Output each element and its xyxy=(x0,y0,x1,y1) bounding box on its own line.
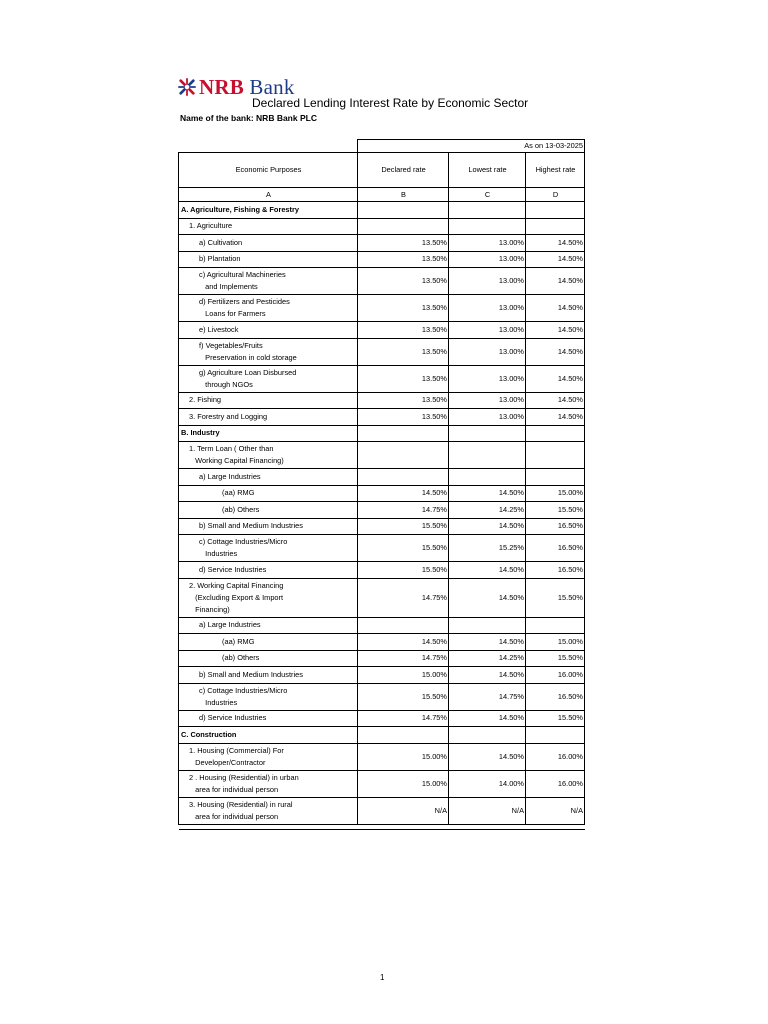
as-on-date: As on 13-03-2025 xyxy=(358,140,585,153)
page-number: 1 xyxy=(380,973,385,982)
table-row xyxy=(179,469,585,486)
declared-rate-cell: 14.75% xyxy=(358,502,449,519)
row-label: (aa) RMG xyxy=(179,634,358,651)
declared-rate-cell xyxy=(358,617,449,634)
row-label: a) Cultivation xyxy=(179,235,358,252)
highest-rate-cell: 14.50% xyxy=(526,338,585,365)
lowest-rate-cell: 14.50% xyxy=(449,634,526,651)
declared-rate-cell: 13.50% xyxy=(358,365,449,392)
declared-rate-cell xyxy=(358,727,449,744)
table-row xyxy=(179,485,585,502)
col-letter-d: D xyxy=(526,188,585,202)
table-row xyxy=(179,502,585,519)
declared-rate-cell xyxy=(358,425,449,442)
highest-rate-cell: 16.00% xyxy=(526,743,585,770)
row-label: C. Construction xyxy=(179,727,358,744)
table-row xyxy=(179,268,585,295)
lowest-rate-cell: 14.75% xyxy=(449,683,526,710)
lowest-rate-cell: 13.00% xyxy=(449,268,526,295)
highest-rate-cell: 14.50% xyxy=(526,268,585,295)
row-label: c) Cottage Industries/Micro Industries xyxy=(179,683,358,710)
lowest-rate-cell: 13.00% xyxy=(449,322,526,339)
row-label: 2 . Housing (Residential) in urban area for individual person xyxy=(179,770,358,797)
row-label: 2. Working Capital Financing (Excluding Export & Import Financing) xyxy=(179,578,358,617)
highest-rate-cell: 14.50% xyxy=(526,251,585,268)
highest-rate-cell xyxy=(526,617,585,634)
row-label: 2. Fishing xyxy=(179,392,358,409)
row-label: b) Small and Medium Industries xyxy=(179,667,358,684)
row-label: b) Plantation xyxy=(179,251,358,268)
highest-rate-cell xyxy=(526,727,585,744)
declared-rate-cell: 14.75% xyxy=(358,578,449,617)
highest-rate-cell xyxy=(526,442,585,469)
table-row xyxy=(179,218,585,235)
lowest-rate-cell: 14.25% xyxy=(449,502,526,519)
highest-rate-cell: 16.50% xyxy=(526,535,585,562)
interest-rate-table xyxy=(178,139,585,830)
logo-wordmark: NRB Bank xyxy=(199,75,295,99)
table-row xyxy=(179,562,585,579)
declared-rate-cell xyxy=(358,469,449,486)
highest-rate-cell: 14.50% xyxy=(526,409,585,426)
lowest-rate-cell: 13.00% xyxy=(449,295,526,322)
declared-rate-cell: 14.50% xyxy=(358,485,449,502)
bank-logo xyxy=(178,76,295,98)
blank-cell xyxy=(179,140,358,153)
col-letter-a: A xyxy=(179,188,358,202)
table-row xyxy=(179,634,585,651)
declared-rate-cell: 13.50% xyxy=(358,322,449,339)
declared-rate-cell: 15.50% xyxy=(358,683,449,710)
highest-rate-cell: 15.50% xyxy=(526,502,585,519)
row-label: a) Large Industries xyxy=(179,617,358,634)
highest-rate-cell: 15.50% xyxy=(526,578,585,617)
document-title: Declared Lending Interest Rate by Economic Sector xyxy=(252,96,529,110)
col-letter-b: B xyxy=(358,188,449,202)
declared-rate-cell: 13.50% xyxy=(358,295,449,322)
declared-rate-cell: 14.50% xyxy=(358,634,449,651)
table-row xyxy=(179,365,585,392)
row-label: 3. Housing (Residential) in rural area for individual person xyxy=(179,797,358,824)
declared-rate-cell: 15.50% xyxy=(358,535,449,562)
highest-rate-cell: 16.00% xyxy=(526,770,585,797)
declared-rate-cell: N/A xyxy=(358,797,449,824)
header-row xyxy=(179,153,585,188)
row-label: (aa) RMG xyxy=(179,485,358,502)
table-row xyxy=(179,338,585,365)
declared-rate-cell: 13.50% xyxy=(358,235,449,252)
table-bottom-rule xyxy=(179,824,585,829)
row-label: g) Agriculture Loan Disbursed through NGOs xyxy=(179,365,358,392)
highest-rate-cell: 15.00% xyxy=(526,485,585,502)
col-header-economic-purposes: Economic Purposes xyxy=(179,153,358,188)
col-letter-c: C xyxy=(449,188,526,202)
row-label: B. Industry xyxy=(179,425,358,442)
highest-rate-cell xyxy=(526,425,585,442)
row-label: c) Agricultural Machineries and Implements xyxy=(179,268,358,295)
lowest-rate-cell xyxy=(449,469,526,486)
row-label: (ab) Others xyxy=(179,502,358,519)
lowest-rate-cell: 14.50% xyxy=(449,562,526,579)
col-header-lowest-rate: Lowest rate xyxy=(449,153,526,188)
lowest-rate-cell: 13.00% xyxy=(449,338,526,365)
row-label: f) Vegetables/Fruits Preservation in cold storage xyxy=(179,338,358,365)
declared-rate-cell: 15.50% xyxy=(358,562,449,579)
table-row xyxy=(179,425,585,442)
highest-rate-cell xyxy=(526,218,585,235)
row-label: A. Agriculture, Fishing & Forestry xyxy=(179,202,358,219)
row-label: d) Service Industries xyxy=(179,710,358,727)
nrb-star-emblem-icon xyxy=(178,78,196,96)
lowest-rate-cell xyxy=(449,218,526,235)
table-row xyxy=(179,743,585,770)
table-row xyxy=(179,518,585,535)
table-row xyxy=(179,617,585,634)
row-label: 3. Forestry and Logging xyxy=(179,409,358,426)
highest-rate-cell xyxy=(526,202,585,219)
row-label: b) Small and Medium Industries xyxy=(179,518,358,535)
lowest-rate-cell xyxy=(449,442,526,469)
lowest-rate-cell: 14.50% xyxy=(449,518,526,535)
highest-rate-cell: 16.50% xyxy=(526,562,585,579)
declared-rate-cell: 13.50% xyxy=(358,251,449,268)
bottom-rule-cell xyxy=(179,824,585,829)
declared-rate-cell: 15.50% xyxy=(358,518,449,535)
lowest-rate-cell: 14.50% xyxy=(449,667,526,684)
highest-rate-cell: 14.50% xyxy=(526,322,585,339)
lowest-rate-cell: 13.00% xyxy=(449,409,526,426)
lowest-rate-cell: 13.00% xyxy=(449,251,526,268)
highest-rate-cell: 14.50% xyxy=(526,365,585,392)
table-row xyxy=(179,392,585,409)
lowest-rate-cell: 13.00% xyxy=(449,392,526,409)
highest-rate-cell: 15.50% xyxy=(526,710,585,727)
col-header-declared-rate: Declared rate xyxy=(358,153,449,188)
table-row xyxy=(179,770,585,797)
declared-rate-cell: 15.00% xyxy=(358,743,449,770)
table-row xyxy=(179,683,585,710)
declared-rate-cell xyxy=(358,202,449,219)
row-label: a) Large Industries xyxy=(179,469,358,486)
declared-rate-cell xyxy=(358,218,449,235)
table-row xyxy=(179,202,585,219)
highest-rate-cell: 16.50% xyxy=(526,683,585,710)
declared-rate-cell: 13.50% xyxy=(358,268,449,295)
highest-rate-cell: 14.50% xyxy=(526,235,585,252)
table-row xyxy=(179,251,585,268)
col-header-highest-rate: Highest rate xyxy=(526,153,585,188)
row-label: 1. Agriculture xyxy=(179,218,358,235)
declared-rate-cell: 13.50% xyxy=(358,409,449,426)
highest-rate-cell: 15.00% xyxy=(526,634,585,651)
highest-rate-cell: N/A xyxy=(526,797,585,824)
column-letter-row xyxy=(179,188,585,202)
table-row xyxy=(179,409,585,426)
declared-rate-cell: 14.75% xyxy=(358,650,449,667)
table-row xyxy=(179,295,585,322)
table-row xyxy=(179,667,585,684)
lowest-rate-cell: 13.00% xyxy=(449,235,526,252)
highest-rate-cell: 14.50% xyxy=(526,295,585,322)
lowest-rate-cell: 14.50% xyxy=(449,743,526,770)
table-row xyxy=(179,727,585,744)
lowest-rate-cell: 14.00% xyxy=(449,770,526,797)
row-label: (ab) Others xyxy=(179,650,358,667)
row-label: d) Fertilizers and Pesticides Loans for Farmers xyxy=(179,295,358,322)
declared-rate-cell: 15.00% xyxy=(358,770,449,797)
table-row xyxy=(179,797,585,824)
lowest-rate-cell: 15.25% xyxy=(449,535,526,562)
lowest-rate-cell xyxy=(449,617,526,634)
lowest-rate-cell xyxy=(449,202,526,219)
table-row xyxy=(179,578,585,617)
row-label: 1. Housing (Commercial) For Developer/Contractor xyxy=(179,743,358,770)
declared-rate-cell: 14.75% xyxy=(358,710,449,727)
declared-rate-cell: 13.50% xyxy=(358,392,449,409)
row-label: 1. Term Loan ( Other than Working Capital Financing) xyxy=(179,442,358,469)
table-row xyxy=(179,322,585,339)
declared-rate-cell: 15.00% xyxy=(358,667,449,684)
declared-rate-cell: 13.50% xyxy=(358,338,449,365)
lowest-rate-cell: 14.25% xyxy=(449,650,526,667)
bank-name: Name of the bank: NRB Bank PLC xyxy=(180,113,317,123)
highest-rate-cell: 15.50% xyxy=(526,650,585,667)
highest-rate-cell xyxy=(526,469,585,486)
highest-rate-cell: 14.50% xyxy=(526,392,585,409)
lowest-rate-cell xyxy=(449,425,526,442)
lowest-rate-cell xyxy=(449,727,526,744)
row-label: e) Livestock xyxy=(179,322,358,339)
table-row xyxy=(179,710,585,727)
lowest-rate-cell: 13.00% xyxy=(449,365,526,392)
row-label: c) Cottage Industries/Micro Industries xyxy=(179,535,358,562)
lowest-rate-cell: 14.50% xyxy=(449,578,526,617)
table-row xyxy=(179,235,585,252)
lowest-rate-cell: 14.50% xyxy=(449,710,526,727)
highest-rate-cell: 16.00% xyxy=(526,667,585,684)
table-row xyxy=(179,535,585,562)
as-on-row xyxy=(179,140,585,153)
lowest-rate-cell: N/A xyxy=(449,797,526,824)
table-row xyxy=(179,442,585,469)
highest-rate-cell: 16.50% xyxy=(526,518,585,535)
table-row xyxy=(179,650,585,667)
declared-rate-cell xyxy=(358,442,449,469)
lowest-rate-cell: 14.50% xyxy=(449,485,526,502)
row-label: d) Service Industries xyxy=(179,562,358,579)
